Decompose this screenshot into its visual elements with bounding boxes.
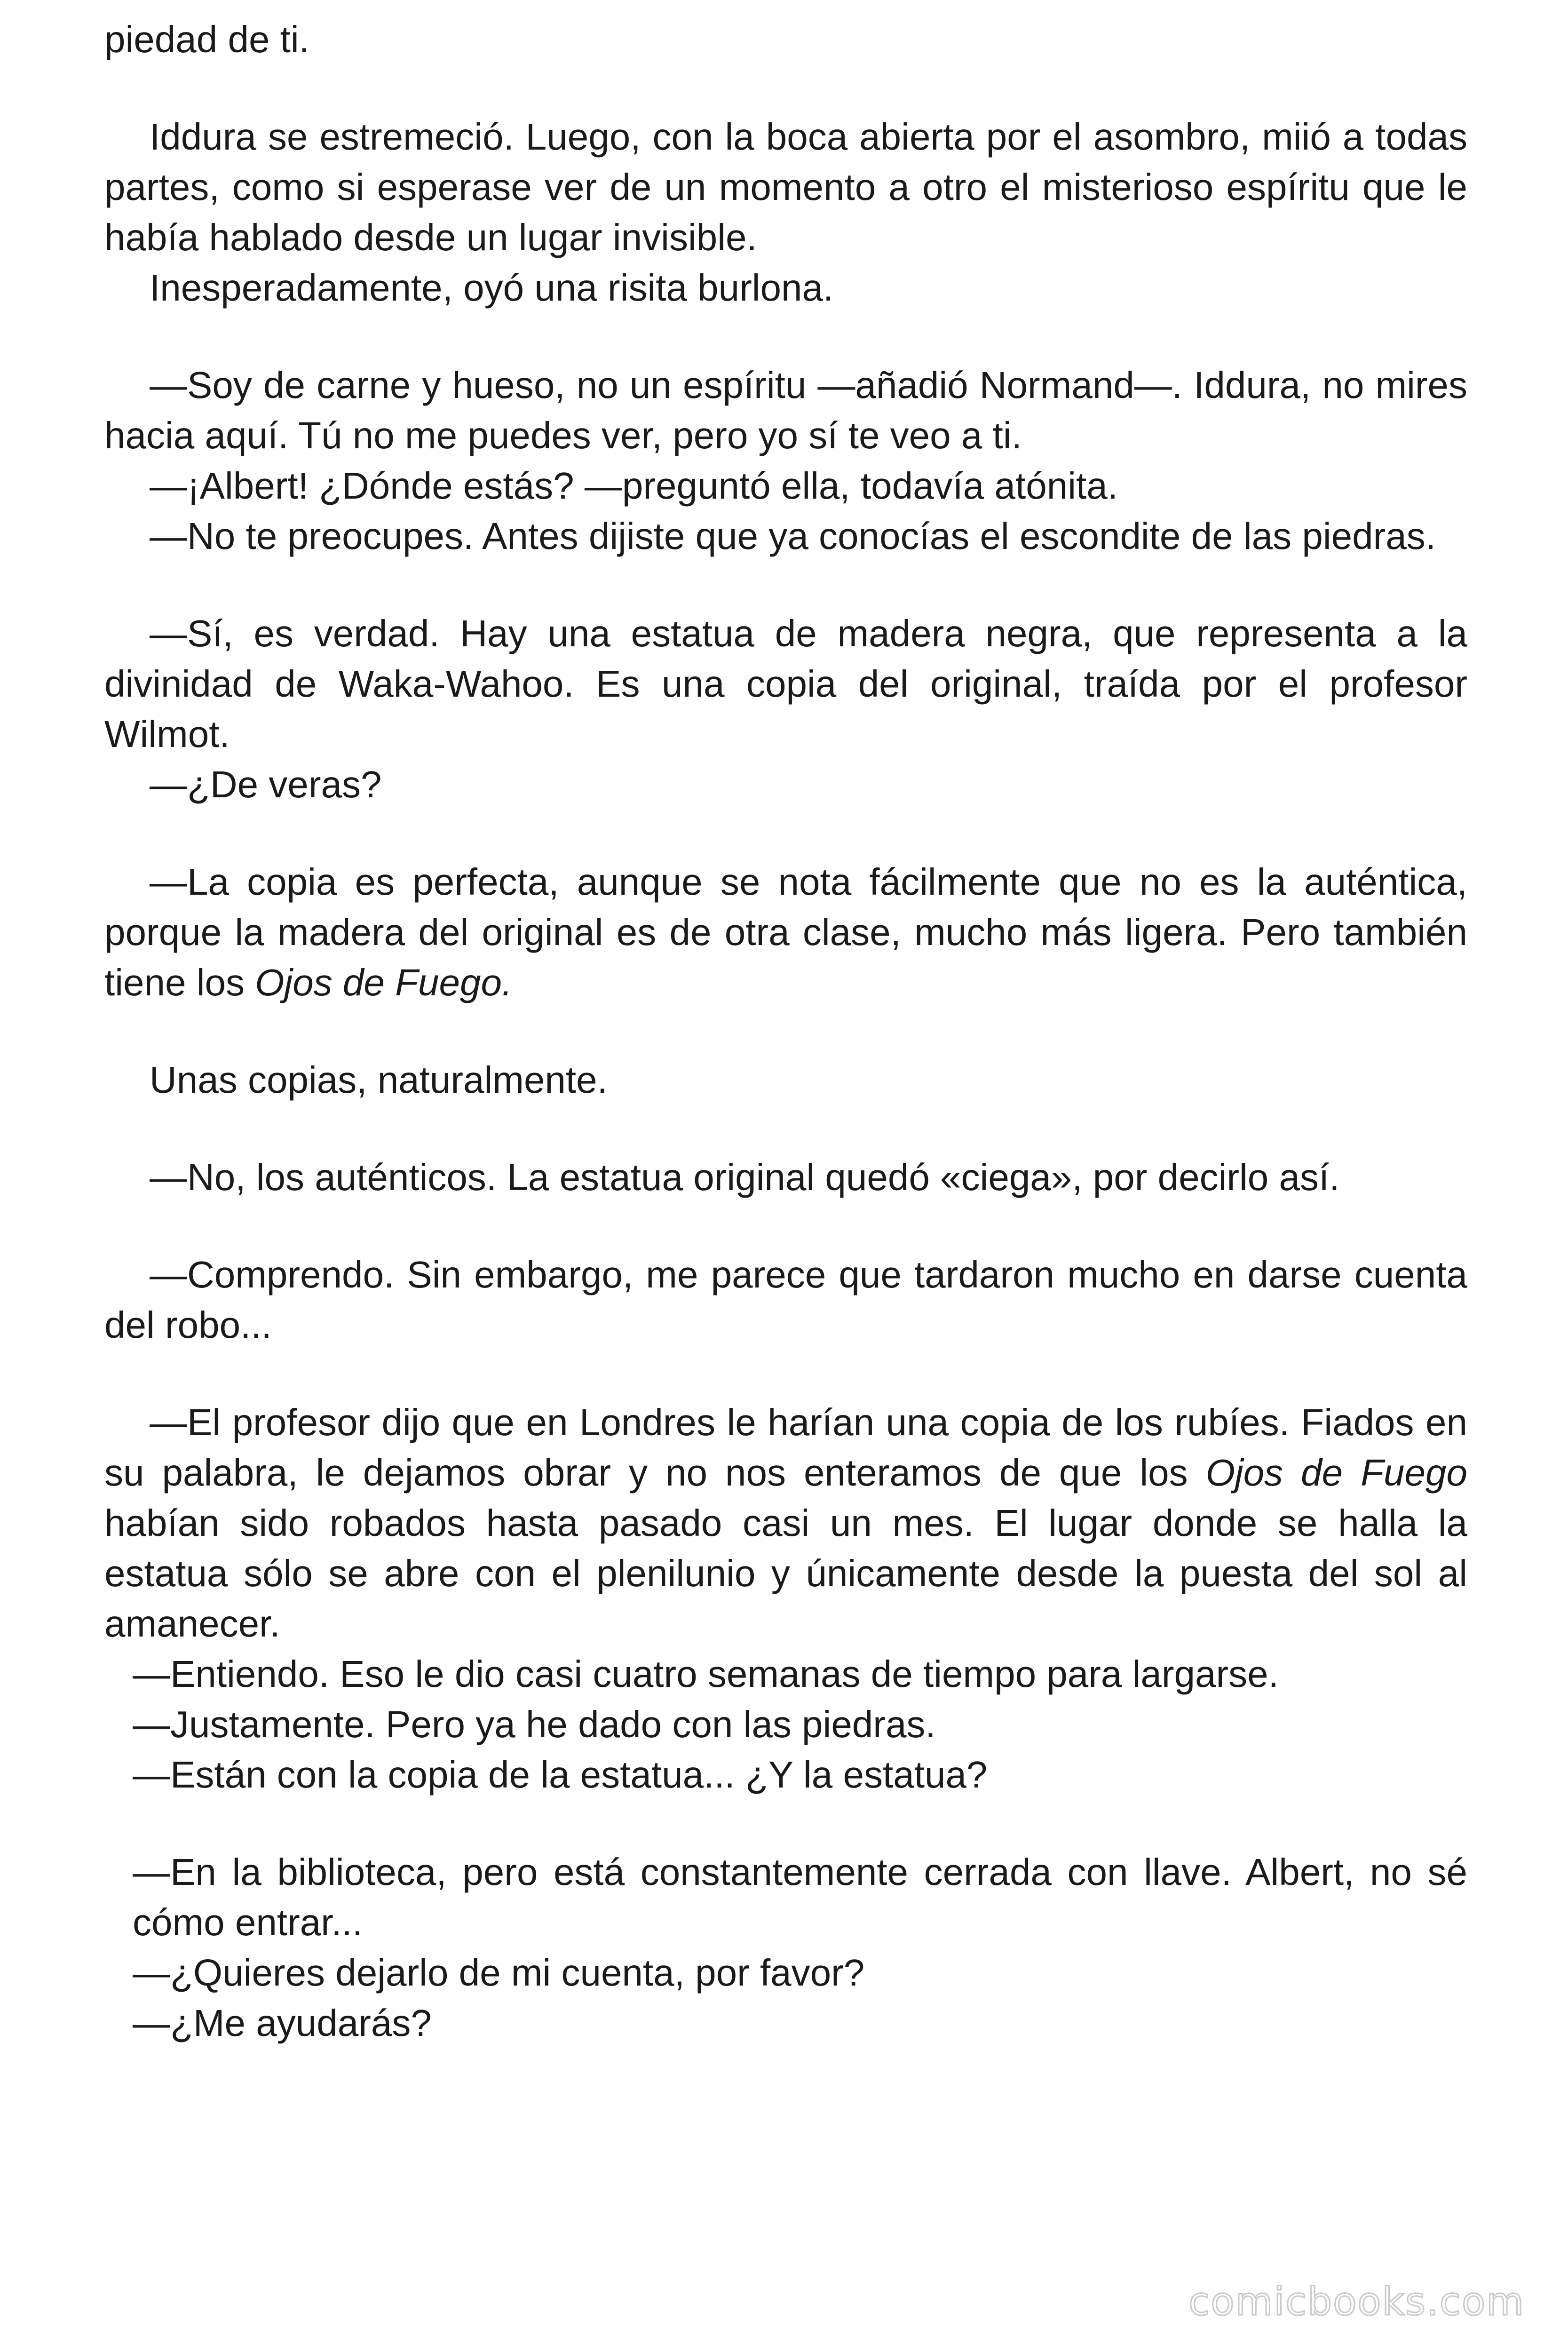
paragraph-text: habían sido robados hasta pasado casi un mes. El lugar donde se halla la estatua sólo se abre con el plenilunio y únicamente desde la puesta del sol al amanecer. <box>104 1502 1467 1645</box>
paragraph: —Sí, es verdad. Hay una estatua de madera negra, que representa a la divinidad de Waka-Wahoo. Es una copia del original, traída por el profesor Wilmot. <box>104 612 1467 755</box>
book-page <box>104 14 1467 2048</box>
paragraph: Unas copias, naturalmente. <box>150 1059 608 1101</box>
paragraph: Iddura se estremeció. Luego, con la boca abierta por el asombro, miió a todas partes, como si esperase ver de un momento a otro el misterioso espíritu que le había hablado desde un lugar invisible. <box>104 116 1467 258</box>
paragraph: —¿De veras? <box>150 763 382 805</box>
paragraph: —No te preocupes. Antes dijiste que ya conocías el escondite de las piedras. <box>150 515 1436 557</box>
italic-title: Ojos de Fuego. <box>255 961 513 1003</box>
paragraph: —¿Me ayudarás? <box>133 2002 432 2044</box>
paragraph: piedad de ti. <box>104 18 309 60</box>
italic-title: Ojos de Fuego <box>1205 1452 1468 1494</box>
paragraph <box>104 857 1467 1008</box>
paragraph <box>104 1397 1467 1649</box>
paragraph-text: —El profesor dijo que en Londres le harían una copia de los rubíes. Fiados en su palabra, le dejamos obrar y no nos enteramos de que los <box>104 1401 1467 1494</box>
paragraph: —En la biblioteca, pero está constantemente cerrada con llave. Albert, no sé cómo entrar... <box>133 1851 1467 1943</box>
paragraph: —¡Albert! ¿Dónde estás? —preguntó ella, todavía atónita. <box>150 465 1118 507</box>
paragraph: —Comprendo. Sin embargo, me parece que tardaron mucho en darse cuenta del robo... <box>104 1254 1467 1346</box>
paragraph-text: —La copia es perfecta, aunque se nota fácilmente que no es la auténtica, porque la madera del original es de otra clase, mucho más ligera. Pero también tiene los <box>104 861 1467 1003</box>
paragraph: —Entiendo. Eso le dio casi cuatro semanas de tiempo para largarse. <box>133 1653 1279 1695</box>
paragraph: —¿Quieres dejarlo de mi cuenta, por favor? <box>133 1952 865 1994</box>
paragraph: Inesperadamente, oyó una risita burlona. <box>150 267 834 309</box>
paragraph: —Justamente. Pero ya he dado con las piedras. <box>133 1703 936 1745</box>
watermark: comicbooks.com <box>1188 2280 1525 2324</box>
paragraph: —Están con la copia de la estatua... ¿Y la estatua? <box>133 1754 988 1796</box>
paragraph: —Soy de carne y hueso, no un espíritu —añadió Normand—. Iddura, no mires hacia aquí. Tú no me puedes ver, pero yo sí te veo a ti. <box>104 364 1467 456</box>
paragraph: —No, los auténticos. La estatua original quedó «ciega», por decirlo así. <box>150 1156 1340 1198</box>
